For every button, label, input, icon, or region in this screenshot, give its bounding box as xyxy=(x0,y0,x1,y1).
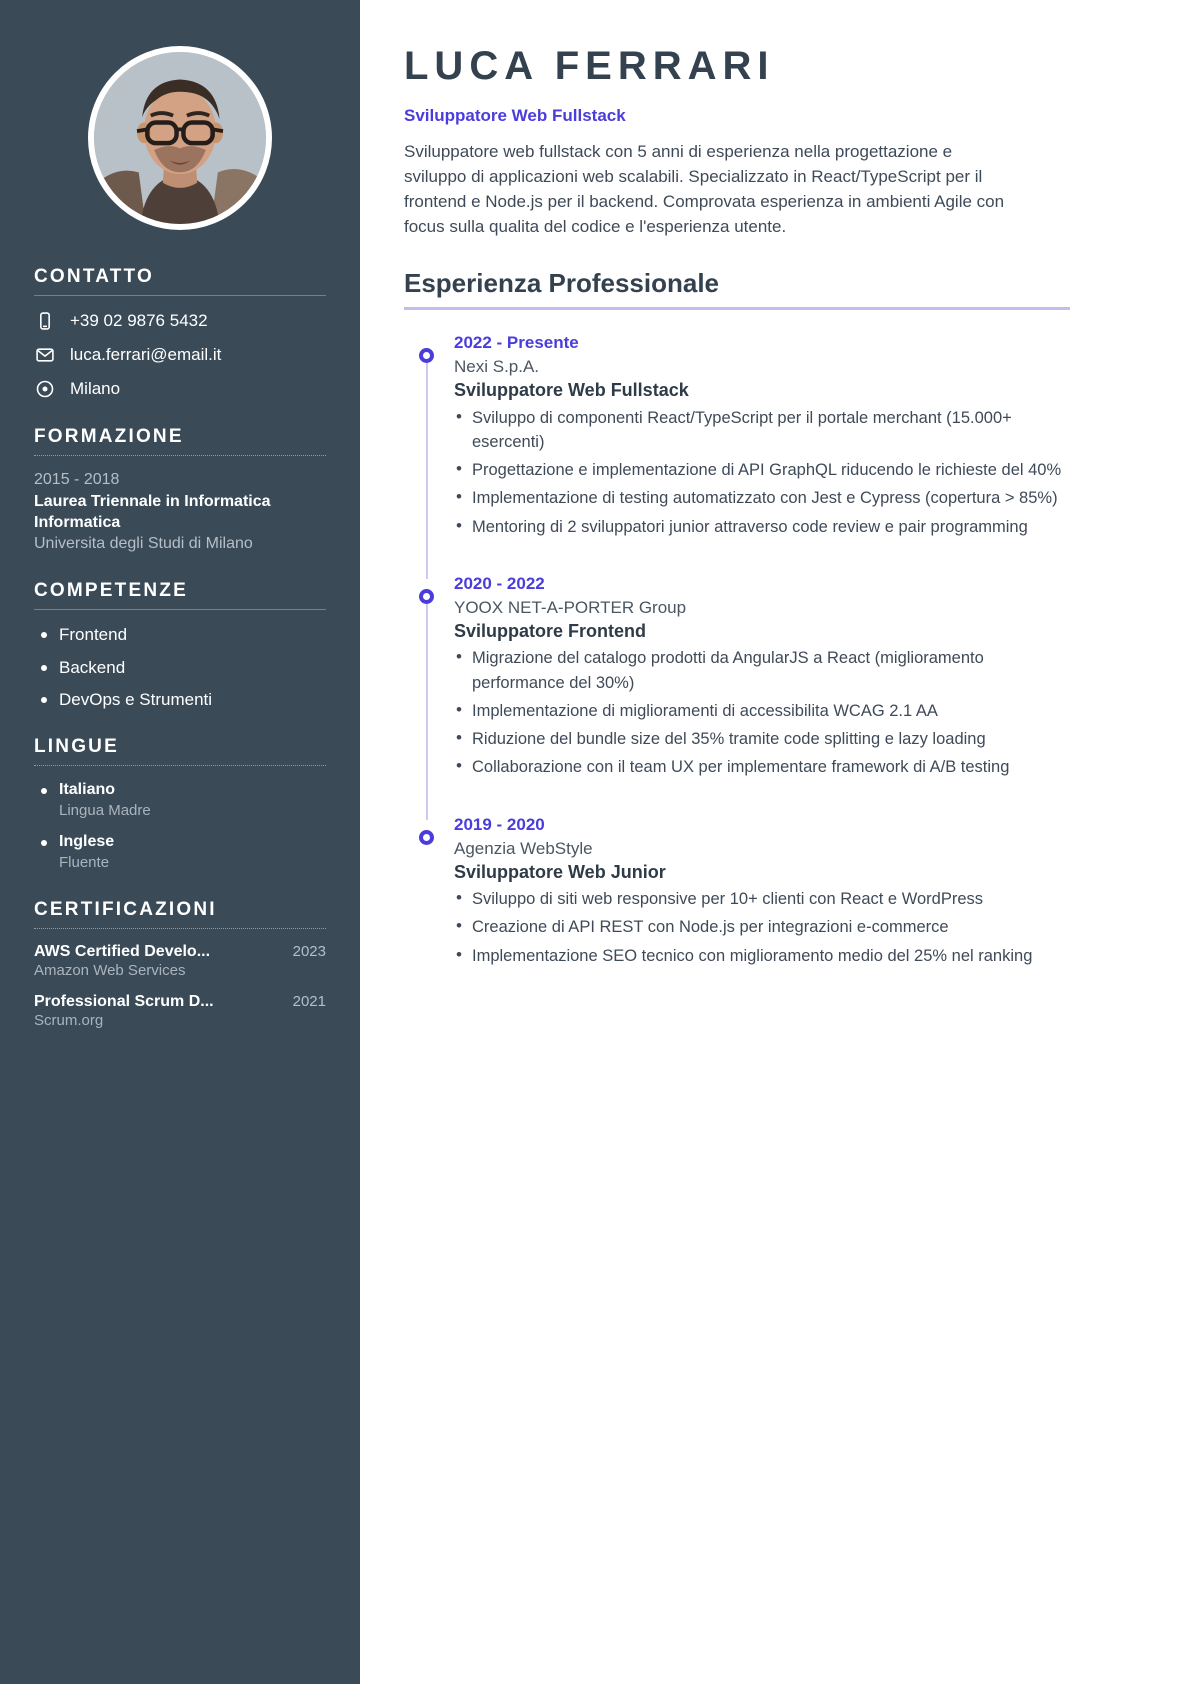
phone-value: +39 02 9876 5432 xyxy=(70,311,208,330)
skills-divider xyxy=(34,609,326,610)
contact-row-phone[interactable] xyxy=(34,310,326,332)
experience-item xyxy=(454,332,1070,573)
language-name: Italiano xyxy=(59,781,116,799)
certification-org: Amazon Web Services xyxy=(34,962,186,980)
experience-bullet: • Mentoring di 2 sviluppatori junior attraverso code review e pair programming xyxy=(454,515,1070,539)
envelope-icon xyxy=(34,344,56,366)
experience-bullet: • Implementazione di testing automatizzato con Jest e Cypress (copertura > 85%) xyxy=(454,486,1070,510)
education-section xyxy=(34,426,326,554)
certification-header xyxy=(34,943,326,961)
email-value: luca.ferrari@email.it xyxy=(70,345,222,364)
avatar-container xyxy=(34,46,326,230)
experience-title: Sviluppatore Web Junior xyxy=(454,861,666,882)
skills-section xyxy=(34,580,326,710)
experience-bullet: • Creazione di API REST con Node.js per integrazioni e-commerce xyxy=(454,915,1070,939)
skill-item: Frontend xyxy=(34,624,326,645)
certifications-section xyxy=(34,899,326,1029)
contact-divider xyxy=(34,295,326,296)
experience-bullets xyxy=(454,406,1070,539)
phone-icon xyxy=(34,310,56,332)
certification-year: 2021 xyxy=(292,993,326,1011)
experience-bullet: • Riduzione del bundle size del 35% tramite code splitting e lazy loading xyxy=(454,727,1070,751)
job-role-subtitle: Sviluppatore Web Fullstack xyxy=(404,106,626,125)
experience-timeline xyxy=(404,332,1070,968)
skills-list xyxy=(34,624,326,710)
certification-item xyxy=(34,943,326,979)
main-content xyxy=(360,0,1190,1684)
experience-bullet: • Migrazione del catalogo prodotti da AngularJS a React (miglioramento performance del 30%) xyxy=(454,646,1070,695)
languages-section xyxy=(34,736,326,873)
education-school: Universita degli Studi di Milano xyxy=(34,535,253,553)
education-divider xyxy=(34,455,326,456)
avatar xyxy=(88,46,272,230)
contact-row-email[interactable] xyxy=(34,344,326,366)
timeline-connector-line xyxy=(426,604,428,820)
language-item xyxy=(34,780,326,821)
experience-item xyxy=(454,814,1070,968)
certification-org: Scrum.org xyxy=(34,1012,104,1030)
language-name: Inglese xyxy=(59,833,115,851)
experience-bullets xyxy=(454,887,1070,968)
certification-item xyxy=(34,993,326,1029)
page-title: LUCA FERRARI xyxy=(404,44,775,88)
professional-summary: Sviluppatore web fullstack con 5 anni di esperienza nella progettazione e sviluppo di applicazioni web scalabili. Specializzato in React/TypeScript per il frontend e Node.js per il backend. Comprovata esperienza in ambienti Agile con focus sulla qualita del codice e l'esperienza utente. xyxy=(404,142,1005,236)
timeline-connector-line xyxy=(426,363,428,579)
experience-bullet: • Collaborazione con il team UX per implementare framework di A/B testing xyxy=(454,755,1070,779)
skill-item: Backend xyxy=(34,657,326,678)
language-level: Lingua Madre xyxy=(59,801,151,819)
experience-date: 2019 - 2020 xyxy=(454,814,545,834)
experience-title-underline xyxy=(404,307,1070,310)
experience-company: Agenzia WebStyle xyxy=(454,838,593,858)
experience-bullets xyxy=(454,646,1070,779)
location-value: Milano xyxy=(70,379,121,398)
experience-bullet: • Sviluppo di componenti React/TypeScript per il portale merchant (15.000+ esercenti) xyxy=(454,406,1070,455)
certifications-divider xyxy=(34,928,326,929)
experience-bullet: • Progettazione e implementazione di API GraphQL riducendo le richieste del 40% xyxy=(454,458,1070,482)
experience-title: Sviluppatore Web Fullstack xyxy=(454,380,689,401)
skills-heading: COMPETENZE xyxy=(34,580,188,602)
certification-name: Professional Scrum D... xyxy=(34,993,214,1011)
language-item xyxy=(34,832,326,873)
skill-item: DevOps e Strumenti xyxy=(34,689,326,710)
timeline-dot-icon xyxy=(419,589,434,604)
experience-company: YOOX NET-A-PORTER Group xyxy=(454,597,687,617)
experience-company: Nexi S.p.A. xyxy=(454,356,540,376)
experience-date: 2022 - Presente xyxy=(454,332,579,352)
experience-title: Sviluppatore Frontend xyxy=(454,621,647,642)
languages-divider xyxy=(34,765,326,766)
experience-section-title: Esperienza Professionale xyxy=(404,267,720,298)
location-pin-icon xyxy=(34,378,56,400)
education-degree: Laurea Triennale in Informatica Informatica xyxy=(34,492,271,531)
certification-year: 2023 xyxy=(292,943,326,961)
experience-item xyxy=(454,573,1070,814)
experience-bullet: • Sviluppo di siti web responsive per 10+ clienti con React e WordPress xyxy=(454,887,1070,911)
education-item xyxy=(34,470,326,554)
timeline-dot-icon xyxy=(419,348,434,363)
education-date: 2015 - 2018 xyxy=(34,471,120,488)
timeline-dot-icon xyxy=(419,830,434,845)
education-heading: FORMAZIONE xyxy=(34,426,184,447)
contact-section xyxy=(34,266,326,400)
profile-photo-illustration xyxy=(94,52,266,224)
certifications-heading: CERTIFICAZIONI xyxy=(34,899,217,921)
experience-bullet: • Implementazione di miglioramenti di accessibilita WCAG 2.1 AA xyxy=(454,699,1070,723)
experience-date: 2020 - 2022 xyxy=(454,573,545,593)
language-level: Fluente xyxy=(59,853,110,871)
sidebar xyxy=(0,0,360,1684)
certification-name: AWS Certified Develo... xyxy=(34,943,211,961)
experience-bullet: • Implementazione SEO tecnico con miglioramento medio del 25% nel ranking xyxy=(454,944,1070,968)
certification-header xyxy=(34,993,326,1011)
contact-row-location[interactable] xyxy=(34,378,326,400)
languages-heading: LINGUE xyxy=(34,736,119,758)
contact-heading: CONTATTO xyxy=(34,266,154,287)
